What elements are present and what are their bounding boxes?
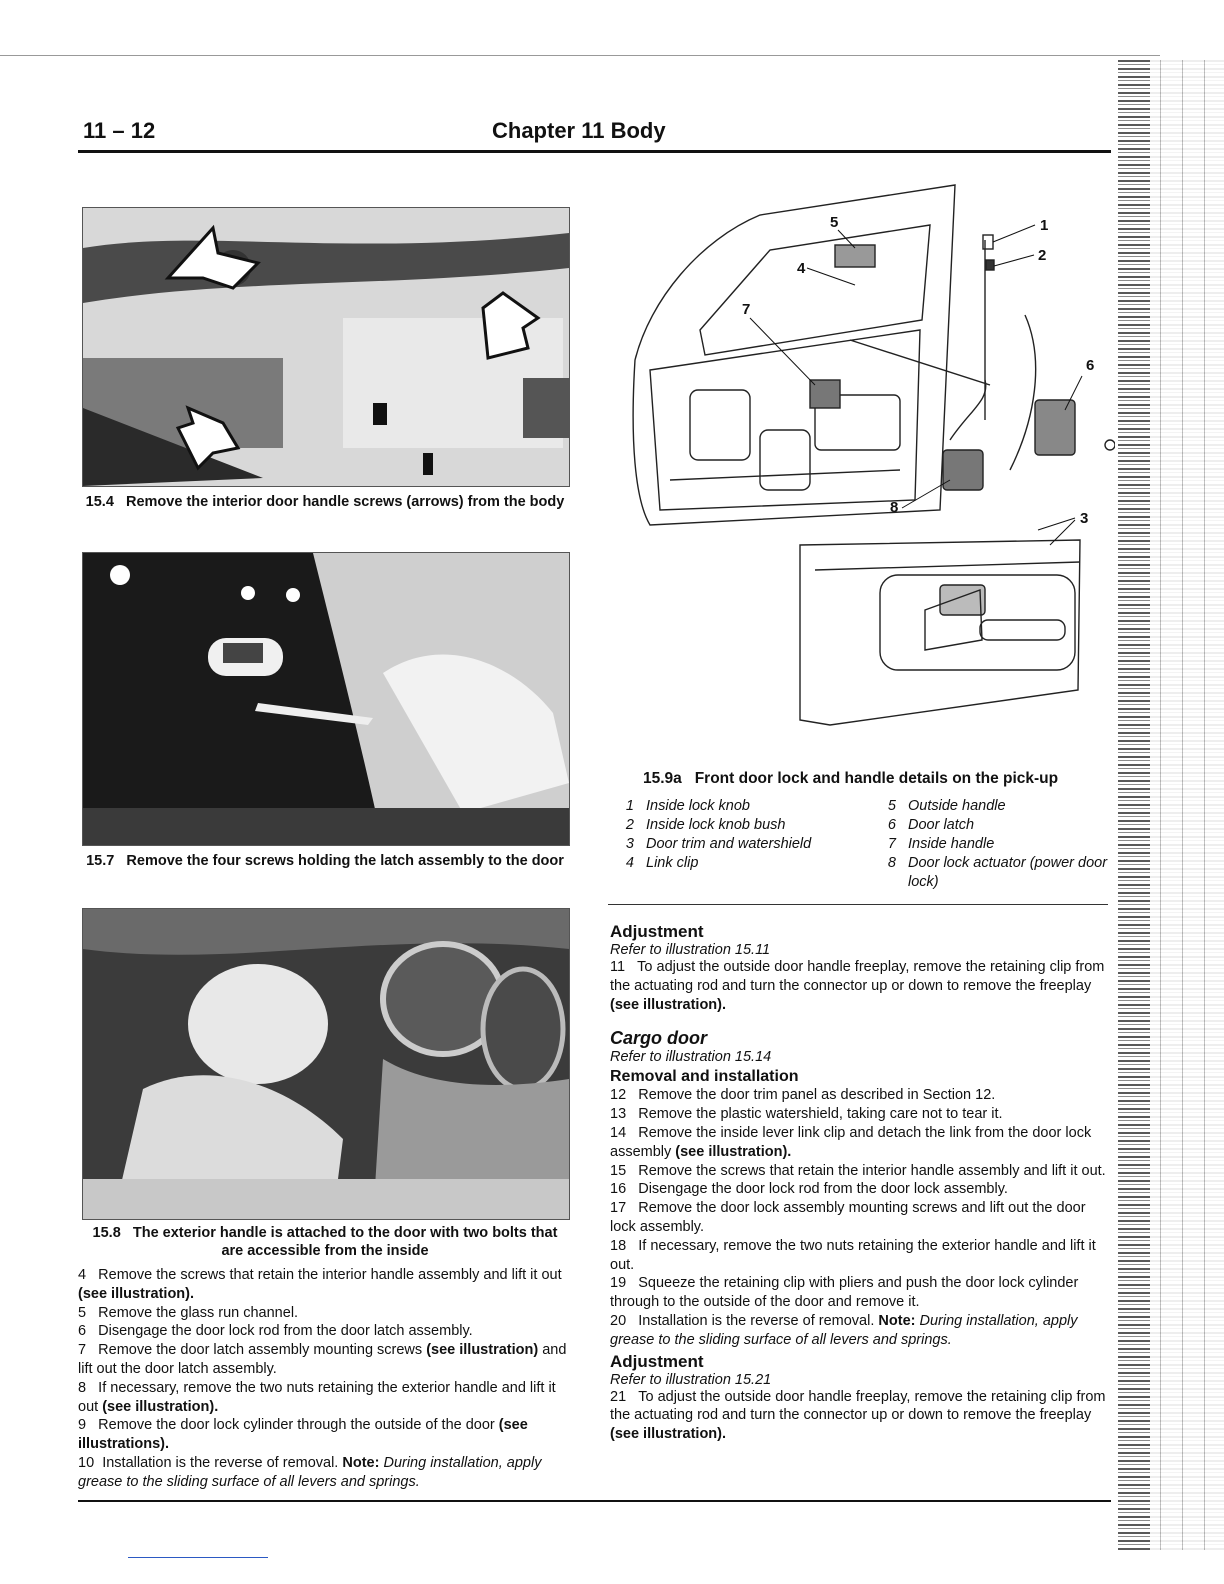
- caption-15-8: [82, 1224, 568, 1260]
- page-number: 11 – 12: [83, 118, 156, 143]
- paragraph-14: 14 Remove the inside lever link clip and detach the link from the door lock assembly (see illustration).: [610, 1124, 1092, 1160]
- paragraph-17: 17 Remove the door lock assembly mounting screws and lift out the door lock assembly.: [610, 1200, 1086, 1235]
- footer-rule: [78, 1500, 1111, 1502]
- illustration-reference: Refer to illustration 15.11: [610, 942, 771, 958]
- see-illustration-ref: (see illustration): [426, 1342, 539, 1359]
- subheading-removal-installation: Removal and installation: [610, 1068, 799, 1086]
- callout-3: 3: [1080, 510, 1089, 527]
- paragraph-13: 13 Remove the plastic watershield, taking care not to tear it.: [610, 1106, 1003, 1123]
- callout-8: 8: [890, 499, 899, 516]
- paragraph-4: 4 Remove the screws that retain the interior handle assembly and lift it out (see illustration).: [78, 1267, 562, 1302]
- callout-5: 5: [830, 214, 839, 231]
- illustration-reference: Refer to illustration 15.14: [610, 1049, 772, 1066]
- header-rule: [78, 150, 1111, 153]
- paragraph-9: 9 Remove the door lock cylinder through the outside of the door (see illustrations).: [78, 1417, 528, 1453]
- caption-text: Remove the interior door handle screws (arrows) from the body: [126, 494, 565, 510]
- caption-number: 15.8: [92, 1225, 121, 1241]
- paragraph-10: 10 Installation is the reverse of removal. Note: During installation, apply grease to the sliding surface of all levers and springs.: [78, 1454, 542, 1490]
- paragraph-11: 11 To adjust the outside door handle freeplay, remove the retaining clip from the actuating rod and turn the connector up or down to remove the freeplay (see illustration).: [610, 959, 1105, 1013]
- scan-top-rule: [0, 55, 1160, 56]
- illustration-reference: Refer to illustration 15.21: [610, 1371, 772, 1388]
- key-list-right: [866, 797, 1111, 892]
- caption-15-4: [82, 493, 568, 511]
- paragraph-6: 6 Disengage the door lock rod from the door latch assembly.: [78, 1323, 473, 1340]
- key-item: 8 Door lock actuator (power door lock): [887, 855, 1108, 890]
- chapter-title: Chapter 11 Body: [492, 118, 666, 143]
- left-body-text: [78, 1266, 576, 1492]
- key-item: 7 Inside handle: [887, 836, 995, 852]
- key-item: 2 Inside lock knob bush: [625, 817, 786, 833]
- paragraph-7: 7 Remove the door latch assembly mounting screws (see illustration) and lift out the door latch assembly.: [78, 1342, 567, 1377]
- section-divider: [608, 904, 1108, 905]
- key-item: 3 Door trim and watershield: [625, 836, 812, 852]
- caption-text: The exterior handle is attached to the door with two bolts that are accessible from the inside: [132, 1225, 558, 1259]
- right-body-text: [610, 922, 1108, 1444]
- paragraph-20: 20 Installation is the reverse of removal. Note: During installation, apply grease to the sliding surface of all levers and springs.: [610, 1312, 1078, 1348]
- caption-15-7: [82, 852, 568, 870]
- paragraph-21: 21 To adjust the outside door handle freeplay, remove the retaining clip from the actuating rod and turn the connector up or down to remove the freeplay (see illustration).: [610, 1388, 1106, 1443]
- paragraph-16: 16 Disengage the door lock rod from the door lock assembly.: [610, 1181, 1008, 1198]
- see-illustration-ref: (see illustration).: [102, 1398, 219, 1415]
- key-item: 5 Outside handle: [887, 798, 1006, 814]
- section-heading-cargo-door: Cargo door: [610, 1028, 707, 1049]
- see-illustration-ref: (see illustration).: [610, 996, 727, 1013]
- see-illustration-ref: (see illustration).: [610, 1426, 727, 1443]
- diagram-15-9a: [610, 180, 1115, 768]
- paragraph-12: 12 Remove the door trim panel as described in Section 12.: [610, 1087, 996, 1104]
- caption-number: 15.7: [86, 853, 115, 869]
- photo-15-7: [82, 552, 570, 846]
- section-heading-adjustment: Adjustment: [610, 922, 704, 941]
- key-item: 4 Link clip: [625, 855, 699, 871]
- diagram-title: 15.9a Front door lock and handle details on the pick-up: [643, 770, 1059, 787]
- callout-7: 7: [742, 301, 751, 318]
- callout-1: 1: [1040, 217, 1049, 234]
- footer-link-underline: [128, 1557, 268, 1558]
- paragraph-15: 15 Remove the screws that retain the interior handle assembly and lift it out.: [610, 1162, 1106, 1179]
- scan-margin-strip-overlay: [1150, 60, 1224, 1550]
- paragraph-18: 18 If necessary, remove the two nuts retaining the exterior handle and lift it out.: [610, 1237, 1096, 1273]
- key-item: 6 Door latch: [887, 817, 975, 833]
- see-illustration-ref: (see illustration).: [78, 1285, 195, 1302]
- photo-15-4: [82, 207, 570, 487]
- paragraph-5: 5 Remove the glass run channel.: [78, 1304, 299, 1321]
- callout-6: 6: [1086, 357, 1095, 374]
- caption-text: Remove the four screws holding the latch assembly to the door: [126, 853, 564, 869]
- paragraph-8: 8 If necessary, remove the two nuts retaining the exterior handle and lift it out (see illustration).: [78, 1379, 556, 1415]
- paragraph-19: 19 Squeeze the retaining clip with pliers and push the door lock cylinder through to the outside of the door and remove it.: [610, 1275, 1079, 1311]
- key-list-left: [604, 797, 864, 873]
- see-illustrations-ref: (see illustrations).: [78, 1417, 528, 1453]
- photo-15-8: [82, 908, 570, 1220]
- callout-2: 2: [1038, 247, 1047, 264]
- see-illustration-ref: (see illustration).: [675, 1143, 792, 1160]
- key-item: 1 Inside lock knob: [625, 798, 750, 814]
- section-heading-adjustment-2: Adjustment: [610, 1351, 704, 1371]
- caption-number: 15.4: [85, 494, 114, 510]
- callout-4: 4: [797, 260, 806, 277]
